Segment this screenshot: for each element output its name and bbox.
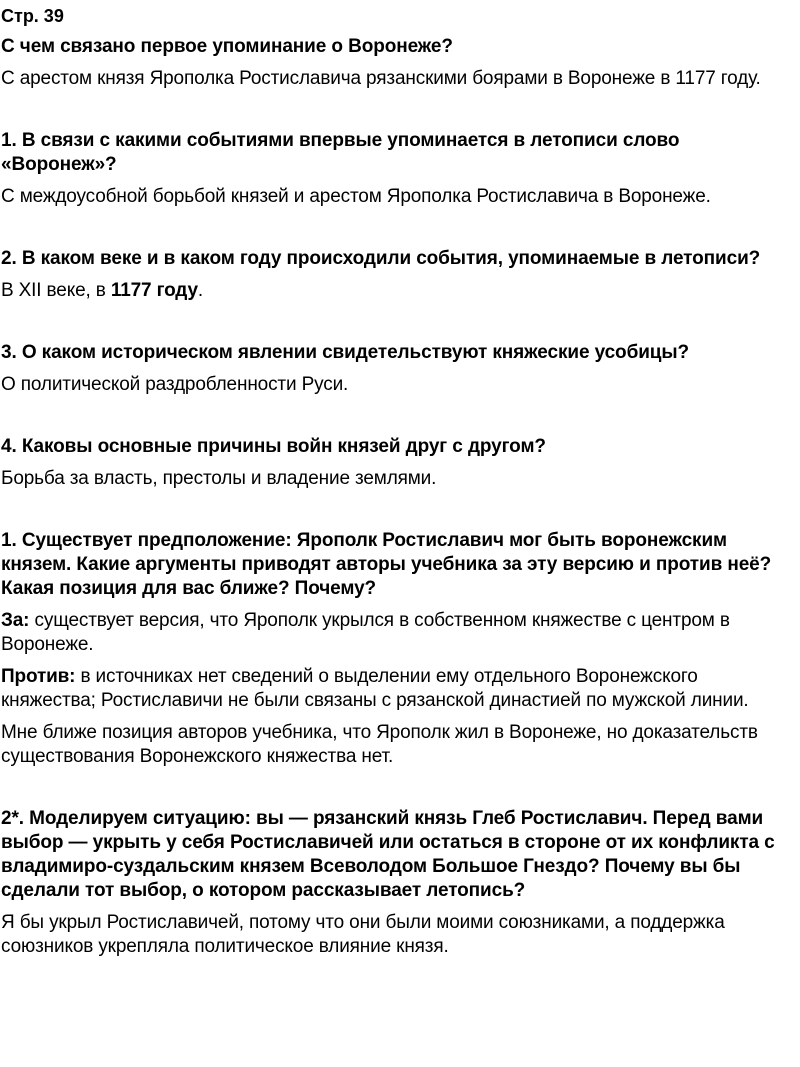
discussion-question-2: 2*. Моделируем ситуацию: вы — рязанский князь Глеб Ростиславич. Перед вами выбор — укрыть у себя Ростиславичей или остаться в стороне от их конфликта с владимиро-суздальским князем Всеволодом Большое Гнездо? Почему вы бы сделали тот выбор, о котором рассказывает летопись? [1, 808, 775, 901]
question-intro: С чем связано первое упоминание о Воронеже? [1, 36, 453, 57]
discussion-block-2 [1, 807, 794, 959]
answer-intro: С арестом князя Ярополка Ростиславича рязанскими боярами в Воронеже в 1177 году. [1, 68, 761, 89]
argument-against-text: в источниках нет сведений о выделении ему отдельного Воронежского княжества; Ростиславичи не были связаны с рязанской династией по мужской линии. [1, 666, 749, 711]
discussion-block-1 [1, 529, 794, 769]
question-3: 3. О каком историческом явлении свидетельствуют княжеские усобицы? [1, 342, 689, 363]
question-1: 1. В связи с какими событиями впервые упоминается в летописи слово «Воронеж»? [1, 130, 680, 175]
discussion-answer-2: Я бы укрыл Ростиславичей, потому что они были моими союзниками, а поддержка союзников укрепляла политическое влияние князя. [1, 912, 725, 957]
discussion-question-1: 1. Существует предположение: Ярополк Ростиславич мог быть воронежским князем. Какие аргументы приводят авторы учебника за эту версию и против неё? Какая позиция для вас ближе? Почему? [1, 530, 772, 599]
question-block-3 [1, 341, 794, 397]
answer-2-prefix: В XII веке, в [1, 280, 111, 301]
answer-4: Борьба за власть, престолы и владение землями. [1, 468, 437, 489]
question-block-1 [1, 129, 794, 209]
answer-2-suffix: . [197, 280, 204, 301]
argument-for-label: За: [1, 610, 30, 631]
answer-2-year: 1177 году [110, 280, 198, 301]
question-block-2 [1, 247, 794, 303]
argument-for [1, 609, 794, 657]
argument-for-text: существует версия, что Ярополк укрылся в собственном княжестве с центром в Воронеже. [1, 610, 730, 655]
argument-against [1, 665, 794, 713]
argument-against-label: Против: [1, 666, 76, 687]
answer-2 [1, 279, 794, 303]
intro-block [1, 35, 794, 91]
question-4: 4. Каковы основные причины войн князей друг с другом? [1, 436, 546, 457]
answer-3: О политической раздробленности Руси. [1, 374, 349, 395]
question-2: 2. В каком веке и в каком году происходили события, упоминаемые в летописи? [1, 248, 761, 269]
answer-1: С междоусобной борьбой князей и арестом Ярополка Ростиславича в Воронеже. [1, 186, 711, 207]
page-number: Стр. 39 [1, 6, 64, 26]
question-block-4 [1, 435, 794, 491]
opinion: Мне ближе позиция авторов учебника, что Ярополк жил в Воронеже, но доказательств существования Воронежского княжества нет. [1, 722, 758, 767]
